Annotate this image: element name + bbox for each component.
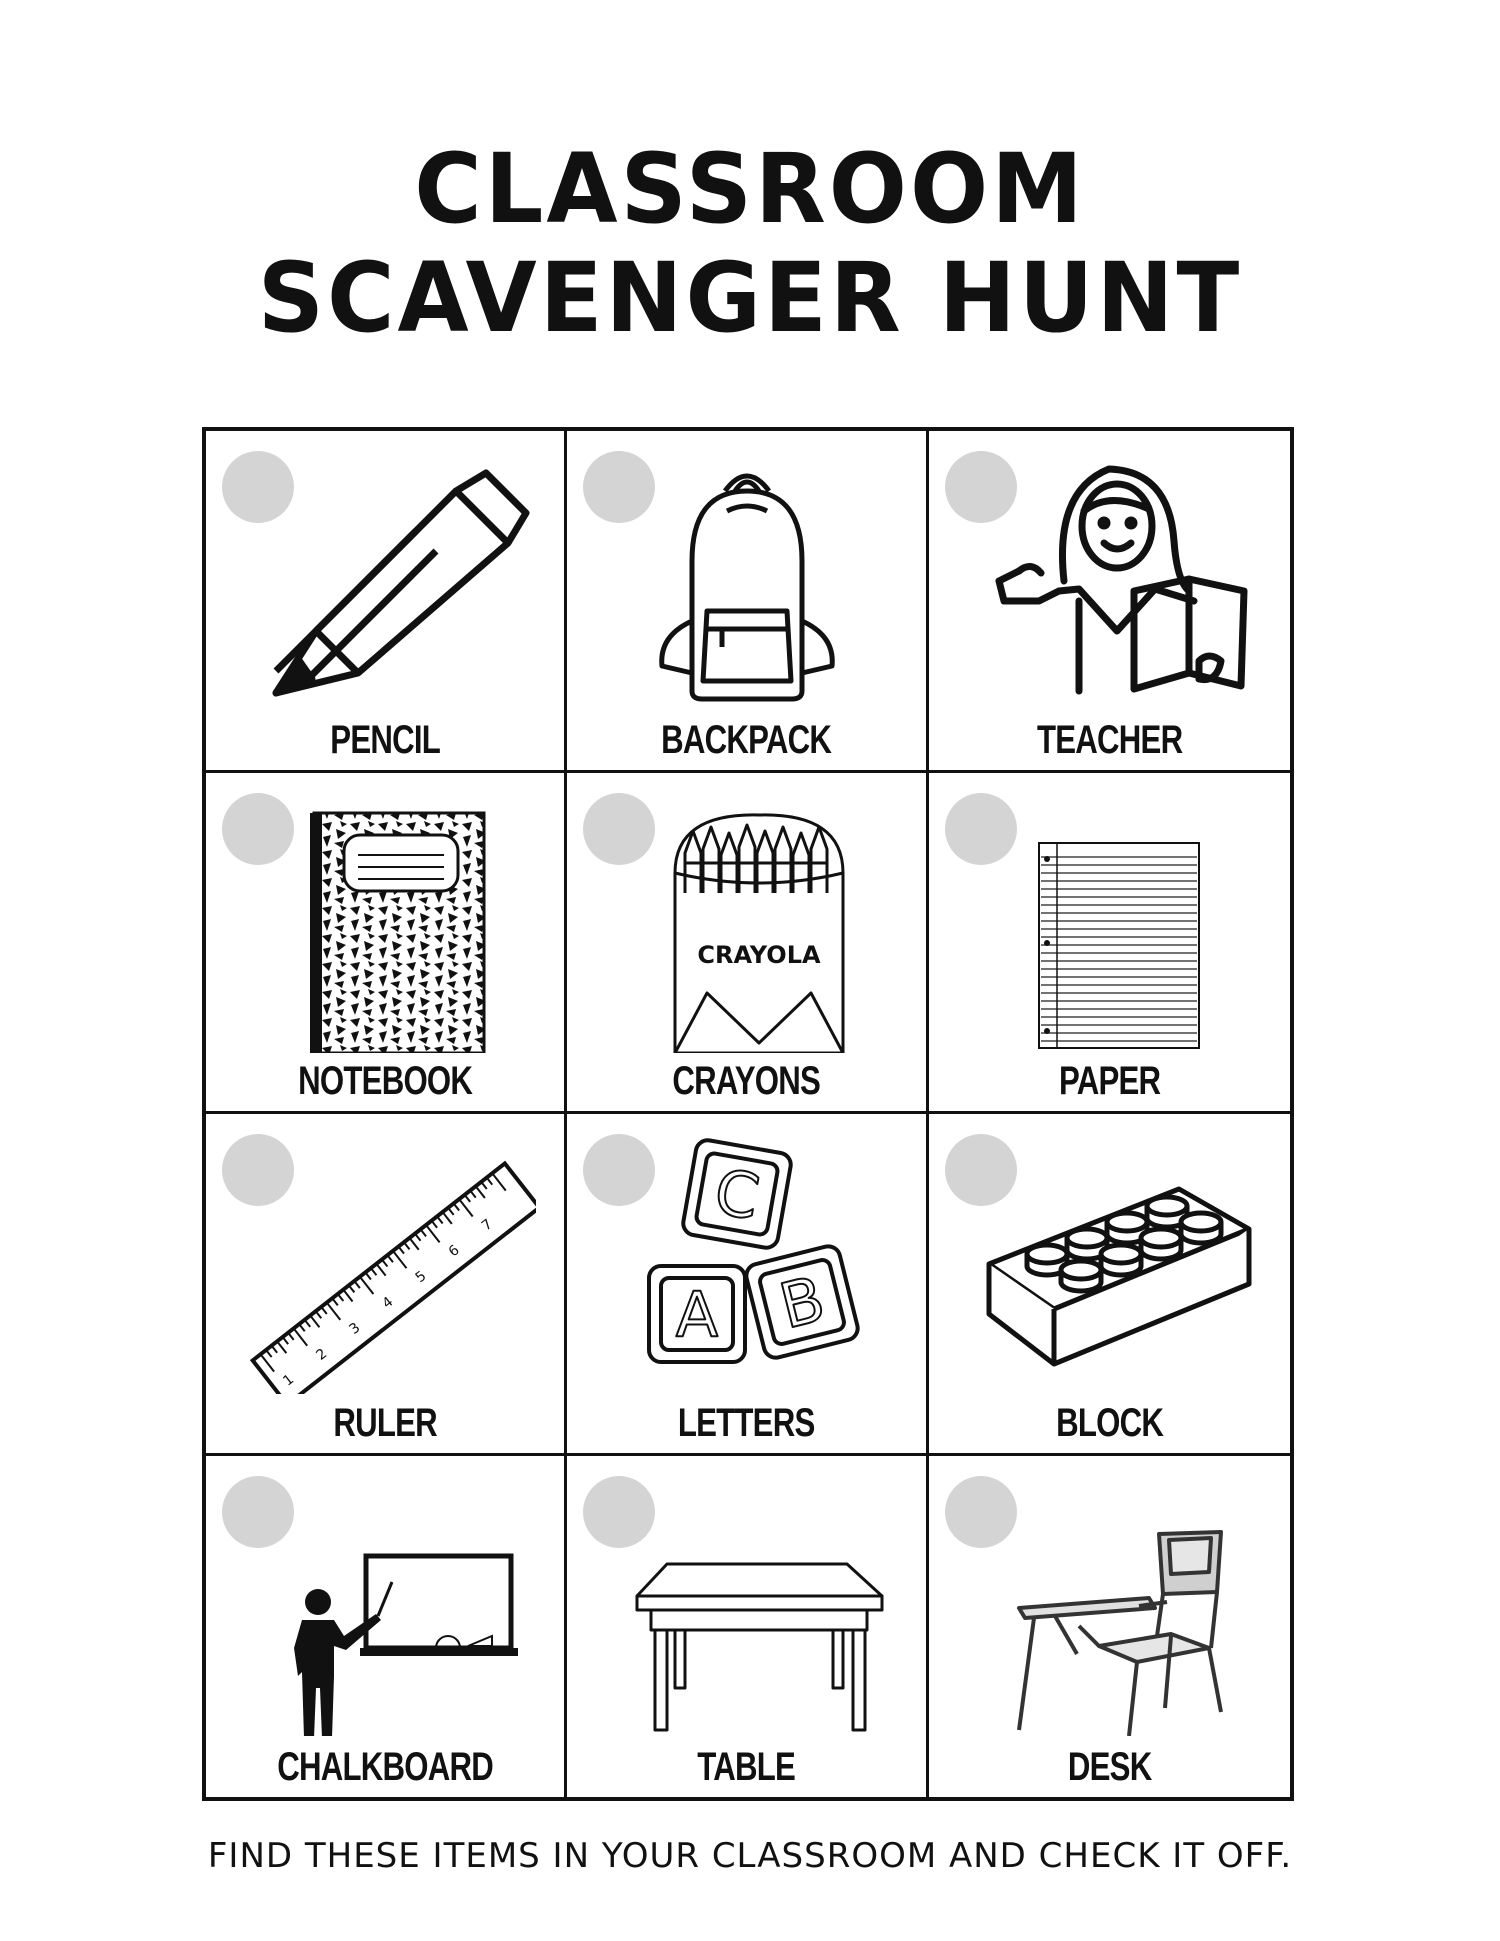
item-cell-paper <box>929 773 1290 1115</box>
desk-icon <box>959 1476 1259 1736</box>
item-label-letters: LETTERS <box>678 1400 815 1445</box>
item-label-crayons: CRAYONS <box>672 1059 821 1103</box>
title-line-1: CLASSROOM <box>414 132 1086 246</box>
item-cell-teacher <box>929 431 1290 773</box>
item-label-ruler: RULER <box>333 1400 437 1445</box>
title-line-2: SCAVENGER HUNT <box>257 241 1243 355</box>
block-letter-a: A <box>676 1278 719 1351</box>
table-icon <box>597 1476 897 1736</box>
ruler-mark-6: 6 <box>445 1242 463 1261</box>
block-letter-c: C <box>709 1154 765 1235</box>
ruler-mark-2: 2 <box>313 1345 331 1364</box>
ruler-icon <box>236 1134 536 1394</box>
notebook-icon <box>236 793 536 1053</box>
chalkboard-icon <box>236 1476 536 1736</box>
item-cell-letters <box>567 1114 928 1456</box>
teacher-icon <box>959 451 1259 711</box>
page-title <box>0 132 1500 355</box>
item-label-teacher: TEACHER <box>1036 717 1183 762</box>
ruler-mark-4: 4 <box>379 1293 397 1313</box>
paper-icon <box>959 793 1259 1053</box>
item-cell-desk <box>929 1456 1290 1798</box>
ruler-mark-3: 3 <box>346 1319 364 1338</box>
item-cell-table <box>567 1456 928 1798</box>
item-label-pencil: PENCIL <box>330 717 441 762</box>
item-cell-block <box>929 1114 1290 1456</box>
ruler-mark-5: 5 <box>412 1268 430 1287</box>
item-cell-chalkboard <box>206 1456 567 1798</box>
item-label-paper: PAPER <box>1058 1059 1160 1103</box>
crayola-brand-text: CRAYOLA <box>697 940 821 969</box>
ruler-mark-7: 7 <box>478 1216 496 1235</box>
item-label-chalkboard: CHALKBOARD <box>277 1745 494 1789</box>
item-cell-backpack <box>567 431 928 773</box>
ruler-mark-1: 1 <box>280 1371 298 1390</box>
letter-blocks-icon <box>597 1134 897 1394</box>
crayons-icon <box>597 793 897 1053</box>
item-cell-notebook <box>206 773 567 1115</box>
instructions-footer: FIND THESE ITEMS IN YOUR CLASSROOM AND CHECK IT OFF. <box>207 1836 1293 1876</box>
item-label-table: TABLE <box>697 1745 796 1789</box>
scavenger-grid <box>202 427 1294 1801</box>
backpack-icon <box>597 451 897 711</box>
pencil-icon <box>236 451 536 711</box>
item-label-notebook: NOTEBOOK <box>298 1059 473 1103</box>
block-letter-b: B <box>772 1261 832 1344</box>
item-label-backpack: BACKPACK <box>661 717 832 762</box>
item-cell-crayons <box>567 773 928 1115</box>
toy-block-icon <box>959 1134 1259 1394</box>
item-cell-pencil <box>206 431 567 773</box>
item-cell-ruler <box>206 1114 567 1456</box>
item-label-block: BLOCK <box>1055 1400 1163 1445</box>
item-label-desk: DESK <box>1067 1745 1152 1789</box>
